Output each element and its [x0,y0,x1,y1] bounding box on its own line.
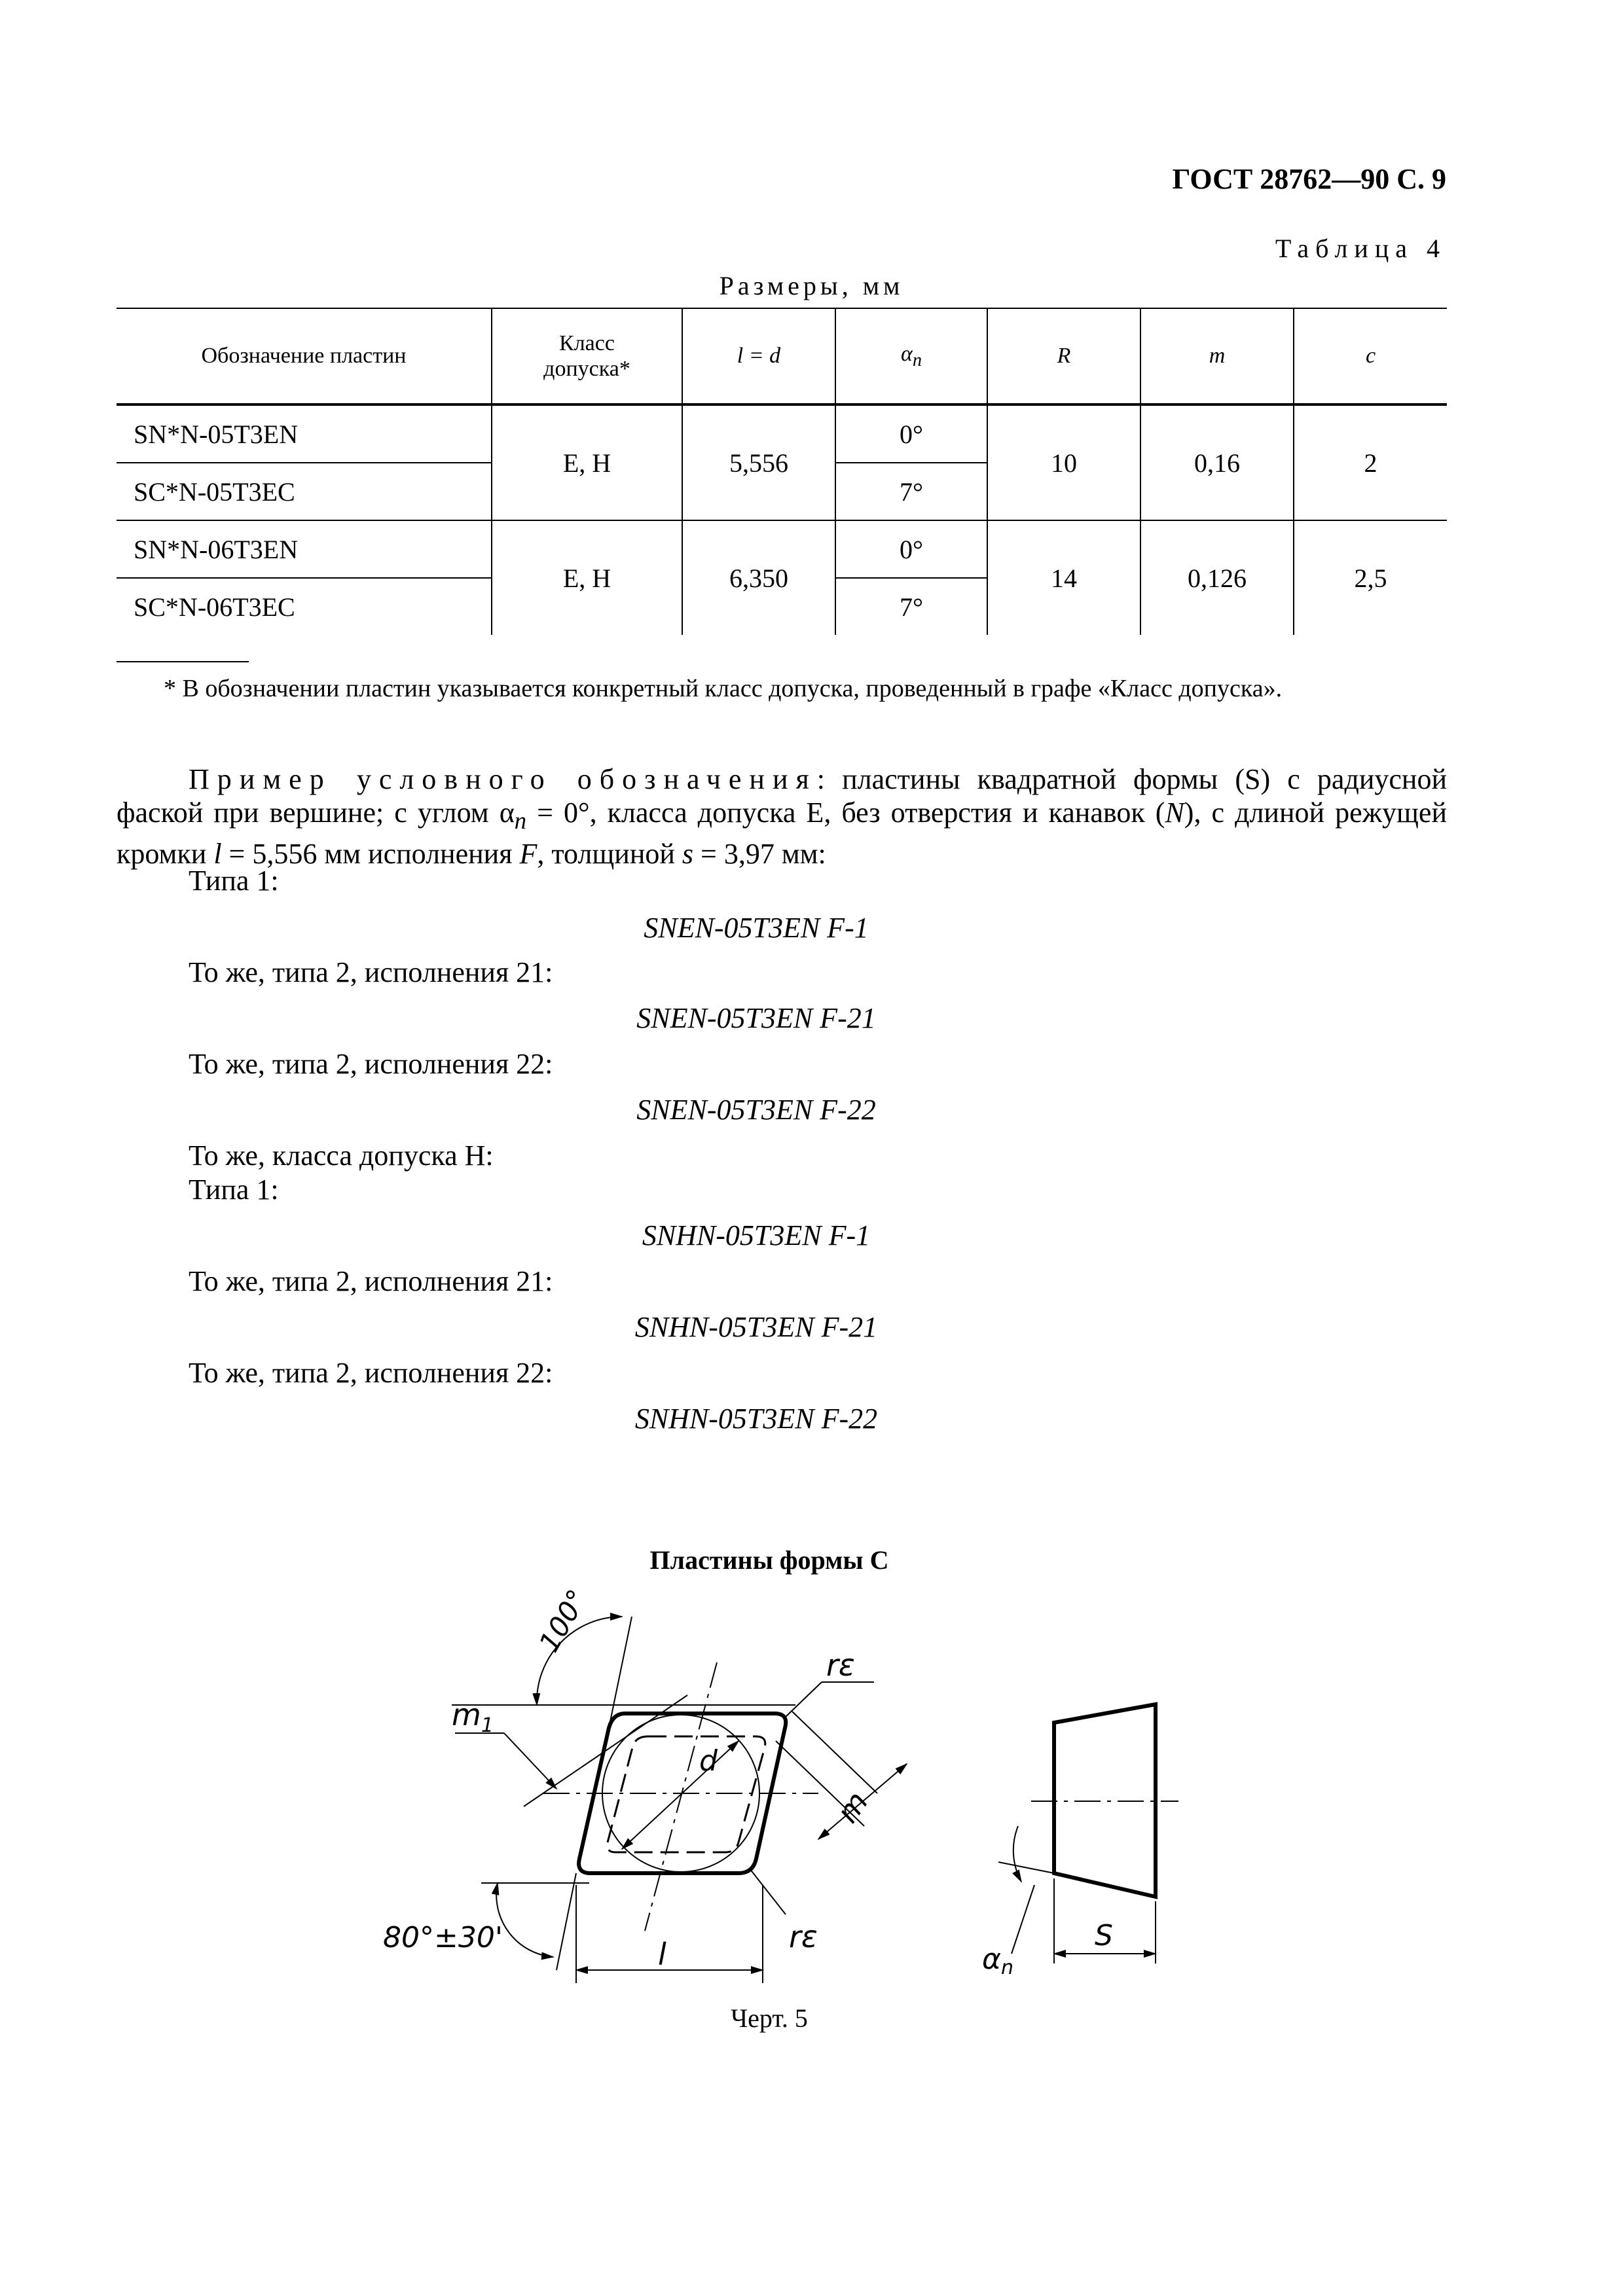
example-alpha-sub: n [514,806,527,834]
leader-r-top-slope [786,1682,822,1717]
leader-r-bottom-slope [750,1869,786,1914]
cell-designation: SN*N-05T3EN [117,404,492,463]
example-l: l [213,837,222,870]
cell-designation: SC*N-05T3EC [117,463,492,520]
designation-label: То же, типа 2, исполнения 21: [189,956,553,988]
designation-label: То же, класса допуска Н: [189,1139,494,1172]
cell-ld: 6,350 [682,520,835,635]
header-r: R [987,308,1140,404]
cell-designation: SN*N-06T3EN [117,520,492,578]
cell-c: 2 [1294,404,1447,520]
designation-label: То же, типа 2, исполнения 22: [189,1048,553,1080]
header-m: m [1140,308,1294,404]
alpha-leader [1012,1885,1034,1954]
figure-caption: Черт. 5 [731,2003,808,2033]
designation-label: То же, типа 2, исполнения 22: [189,1357,553,1389]
designation-label: То же, типа 2, исполнения 21: [189,1265,553,1297]
header-alpha-sub: n [912,350,922,370]
cell-alpha: 7° [835,578,987,635]
header-ld: l = d [682,308,835,404]
label-m1-sub: 1 [481,1714,494,1737]
page-header: ГОСТ 28762—90 С. 9 [1172,163,1446,195]
extension-top-edge [609,1617,632,1728]
example-s: s [682,837,694,870]
cell-alpha: 0° [835,520,987,578]
cell-c: 2,5 [1294,520,1447,635]
header-c: c [1294,308,1447,404]
label-m: m [829,1784,875,1829]
designation-label: Типа 1: [189,1174,279,1206]
designation-code: SNEN-05T3EN F-21 [636,1002,876,1034]
label-angle-80: 80°±30' [383,1921,503,1954]
cell-alpha: 0° [835,404,987,463]
designation-code: SNHN-05T3EN F-1 [642,1219,871,1251]
example-text-1: : пластины квадратной формы (S) с радиусной фаской при вершине; с углом α [117,763,1447,829]
designation-code: SNEN-05T3EN F-1 [644,912,869,944]
label-m1 [452,1697,494,1737]
designation-code: SNEN-05T3EN F-22 [636,1094,876,1126]
dimension-d [622,1741,739,1849]
designation-label: Типа 1: [189,865,279,897]
header-alpha-symbol: α [900,341,913,366]
label-angle-100: 100° [532,1584,594,1658]
label-s: S [1095,1919,1113,1952]
cell-alpha: 7° [835,463,987,520]
cell-r: 10 [987,404,1140,520]
example-n: N [1165,797,1184,829]
label-m1-main: m [452,1697,481,1732]
label-d: d [699,1744,718,1778]
example-text-6: = 3,97 мм: [693,837,826,870]
figure-title: Пластины формы С [649,1545,889,1575]
label-alpha-n-main: α [982,1943,1002,1976]
label-r-eps-top: rε [826,1647,855,1683]
example-lead: Пример условного обозначения [189,763,817,795]
label-alpha-n-sub: n [1001,1956,1014,1979]
example-text-2: = 0°, класса допуска Е, без отверстия и канавок ( [526,797,1165,829]
label-l: l [658,1937,666,1972]
angle-80-arc [496,1883,553,1957]
example-text-4: = 5,556 мм исполнения [221,837,520,870]
label-alpha-n [982,1943,1013,1979]
extension-m-b [792,1712,877,1793]
extension-bottom-edge [556,1873,576,1970]
label-r-eps-bottom: rε [789,1919,818,1954]
extension-m1 [524,1695,687,1806]
example-f: F [519,837,538,870]
cell-m: 0,126 [1140,520,1294,635]
example-text-3: ), с длиной режущей кромки [117,797,1448,870]
header-designation: Обозначение пластин [201,344,407,368]
alpha-extension [998,1862,1054,1873]
inner-contour [608,1736,765,1852]
center-line-diagonal [645,1662,717,1931]
cell-tolerance: Е, Н [492,404,682,520]
cell-r: 14 [987,520,1140,635]
alpha-arc [1013,1826,1021,1882]
cell-ld: 5,556 [682,404,835,520]
designation-code: SNHN-05T3EN F-21 [634,1311,878,1343]
designation-code: SNHN-05T3EN F-22 [634,1403,878,1435]
table-number: Таблица 4 [1275,234,1446,263]
header-tolerance-line1: Класс [559,331,615,355]
table-footnote: * В обозначении пластин указывается конкретный класс допуска, проведенный в графе «Класс допуска». [164,675,1283,702]
cell-m: 0,16 [1140,404,1294,520]
cell-designation: SC*N-06T3EC [134,592,295,622]
dimension-m1 [504,1733,556,1789]
table-caption: Размеры, мм [719,271,904,300]
cell-tolerance: Е, Н [492,520,682,635]
example-text-5: , толщиной [537,837,682,870]
header-tolerance-line2: допуска* [543,357,630,381]
